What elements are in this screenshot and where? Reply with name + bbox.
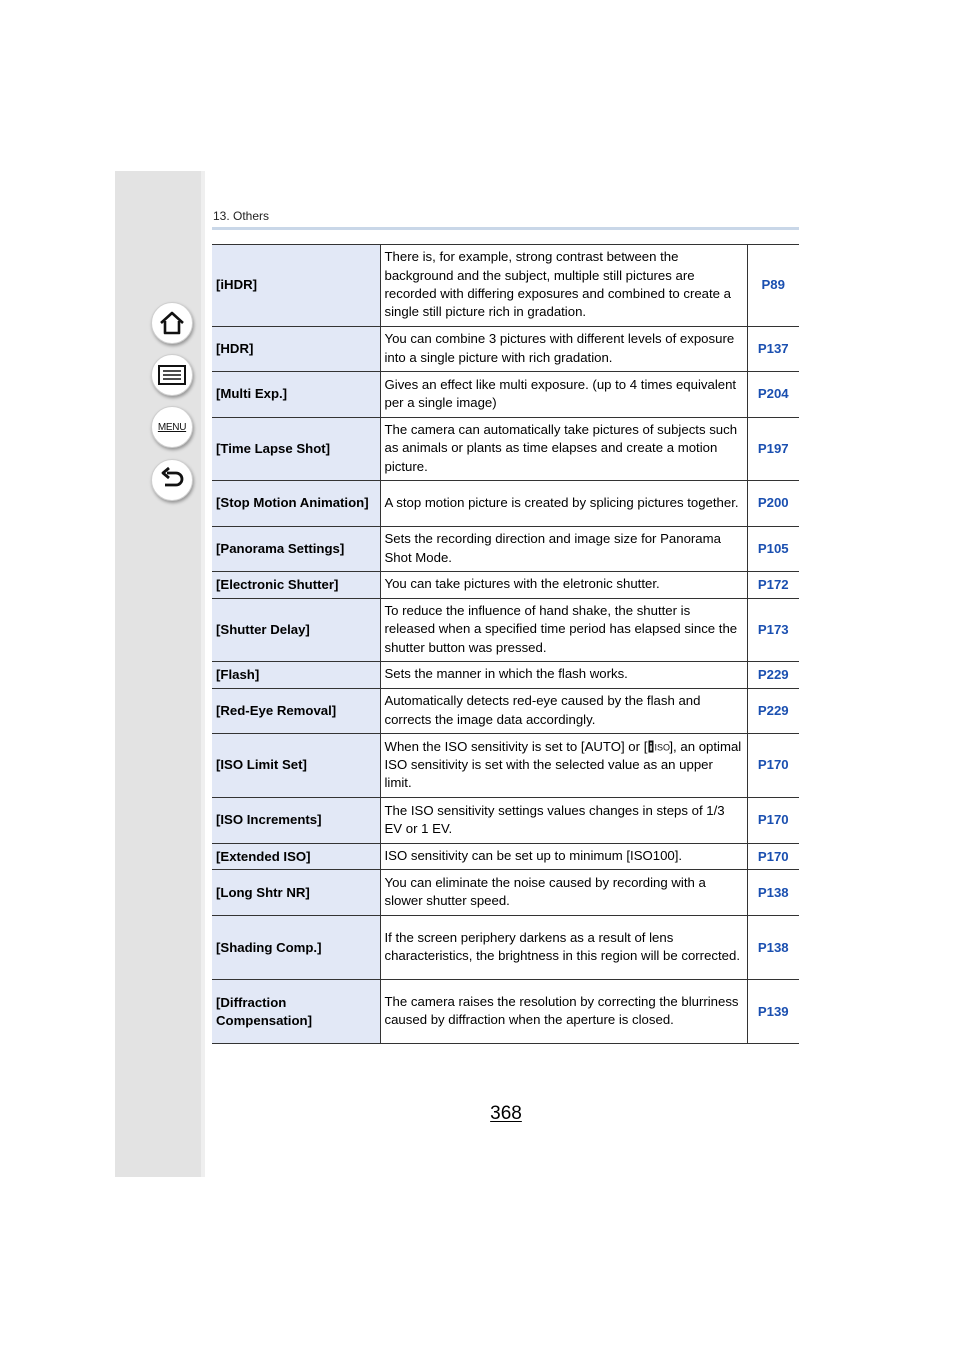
menu-label: MENU — [157, 421, 187, 433]
setting-name: [Electronic Shutter] — [212, 572, 380, 599]
page-link[interactable]: P229 — [757, 702, 789, 718]
setting-description: To reduce the influence of hand shake, the shutter is released when a specified time period has elapsed since the shutter button was pressed. — [380, 599, 747, 662]
svg-text:ISO: ISO — [654, 742, 671, 753]
table-row — [212, 527, 799, 572]
table-row — [212, 481, 799, 527]
page-link[interactable]: P170 — [757, 848, 789, 864]
setting-name: [Multi Exp.] — [212, 372, 380, 418]
page-link[interactable]: P170 — [757, 757, 789, 773]
table-row — [212, 327, 799, 372]
page-link[interactable]: P138 — [757, 939, 789, 955]
page-link[interactable]: P105 — [757, 540, 789, 556]
table-row — [212, 689, 799, 734]
table-row — [212, 245, 799, 327]
setting-description: The camera can automatically take pictures of subjects such as animals or plants as time elapses and create a motion picture. — [380, 418, 747, 481]
page-link[interactable]: P173 — [757, 621, 789, 637]
setting-name: [Long Shtr NR] — [212, 870, 380, 916]
setting-name: [Time Lapse Shot] — [212, 418, 380, 481]
table-row — [212, 572, 799, 599]
setting-description: The camera raises the resolution by correcting the blurriness caused by diffraction when the aperture is closed. — [380, 980, 747, 1044]
setting-description: Gives an effect like multi exposure. (up to 4 times equivalent per a single image) — [380, 372, 747, 418]
setting-name: [Diffraction Compensation] — [212, 980, 380, 1044]
page-link[interactable]: P138 — [757, 884, 789, 900]
setting-name: [Shading Comp.] — [212, 916, 380, 980]
setting-description: You can take pictures with the eletronic shutter. — [380, 572, 747, 599]
page-link[interactable]: P229 — [757, 666, 789, 682]
setting-description: Sets the manner in which the flash works. — [380, 662, 747, 689]
intelligent-iso-icon — [648, 740, 671, 753]
setting-name: [Flash] — [212, 662, 380, 689]
section-title: 13. Others — [213, 209, 270, 223]
page-link[interactable]: P204 — [757, 386, 789, 402]
list-icon — [157, 364, 187, 386]
setting-description: Sets the recording direction and image size for Panorama Shot Mode. — [380, 527, 747, 572]
setting-description: If the screen periphery darkens as a result of lens characteristics, the brightness in this region will be corrected. — [380, 916, 747, 980]
setting-description: You can eliminate the noise caused by recording with a slower shutter speed. — [380, 870, 747, 916]
setting-name: [Extended ISO] — [212, 844, 380, 870]
page-link[interactable]: P200 — [757, 495, 789, 511]
setting-name: [Shutter Delay] — [212, 599, 380, 662]
table-row — [212, 418, 799, 481]
table-row — [212, 844, 799, 870]
page-link[interactable]: P170 — [757, 812, 789, 828]
setting-name: [Red-Eye Removal] — [212, 689, 380, 734]
back-button[interactable] — [151, 459, 193, 501]
home-icon — [158, 309, 186, 337]
section-rule — [212, 227, 799, 230]
setting-name: [ISO Increments] — [212, 798, 380, 844]
table-row — [212, 798, 799, 844]
setting-name: [iHDR] — [212, 245, 380, 327]
table-row — [212, 980, 799, 1044]
table-row — [212, 372, 799, 418]
sidebar-edge — [201, 171, 205, 1177]
page-number: 368 — [490, 1103, 522, 1124]
setting-name: [ISO Limit Set] — [212, 734, 380, 798]
setting-description: Automatically detects red-eye caused by the flash and corrects the image data accordingly. — [380, 689, 747, 734]
contents-button[interactable] — [151, 354, 193, 396]
page-link[interactable]: P139 — [757, 1003, 789, 1019]
table-row — [212, 662, 799, 689]
table-row — [212, 916, 799, 980]
setting-description: A stop motion picture is created by splicing pictures together. — [380, 481, 747, 527]
description-text-before: When the ISO sensitivity is set to [AUTO] or [ — [384, 738, 648, 754]
page-link[interactable]: P197 — [757, 440, 789, 456]
setting-name: [Stop Motion Animation] — [212, 481, 380, 527]
setting-name: [Panorama Settings] — [212, 527, 380, 572]
table-row — [212, 734, 799, 798]
setting-description: You can combine 3 pictures with different levels of exposure into a single picture with rich gradation. — [380, 327, 747, 372]
page-link[interactable]: P172 — [757, 576, 789, 592]
home-button[interactable] — [151, 302, 193, 344]
settings-table — [212, 244, 799, 1044]
setting-name: [HDR] — [212, 327, 380, 372]
description-text-after: ], an optimal ISO sensitivity is set with the selected value as an upper limit. — [384, 738, 742, 791]
back-arrow-icon — [158, 467, 186, 493]
setting-description: ISO sensitivity can be set up to minimum [ISO100]. — [380, 844, 747, 870]
setting-description: The ISO sensitivity settings values changes in steps of 1/3 EV or 1 EV. — [380, 798, 747, 844]
setting-description — [380, 734, 747, 798]
table-row — [212, 599, 799, 662]
setting-description: There is, for example, strong contrast between the background and the subject, multiple still pictures are recorded with differing exposures and combined to create a single still picture rich in gradation. — [380, 245, 747, 327]
page-link[interactable]: P89 — [761, 277, 785, 293]
menu-button[interactable] — [151, 406, 193, 448]
page-link[interactable]: P137 — [757, 340, 789, 356]
table-row — [212, 870, 799, 916]
